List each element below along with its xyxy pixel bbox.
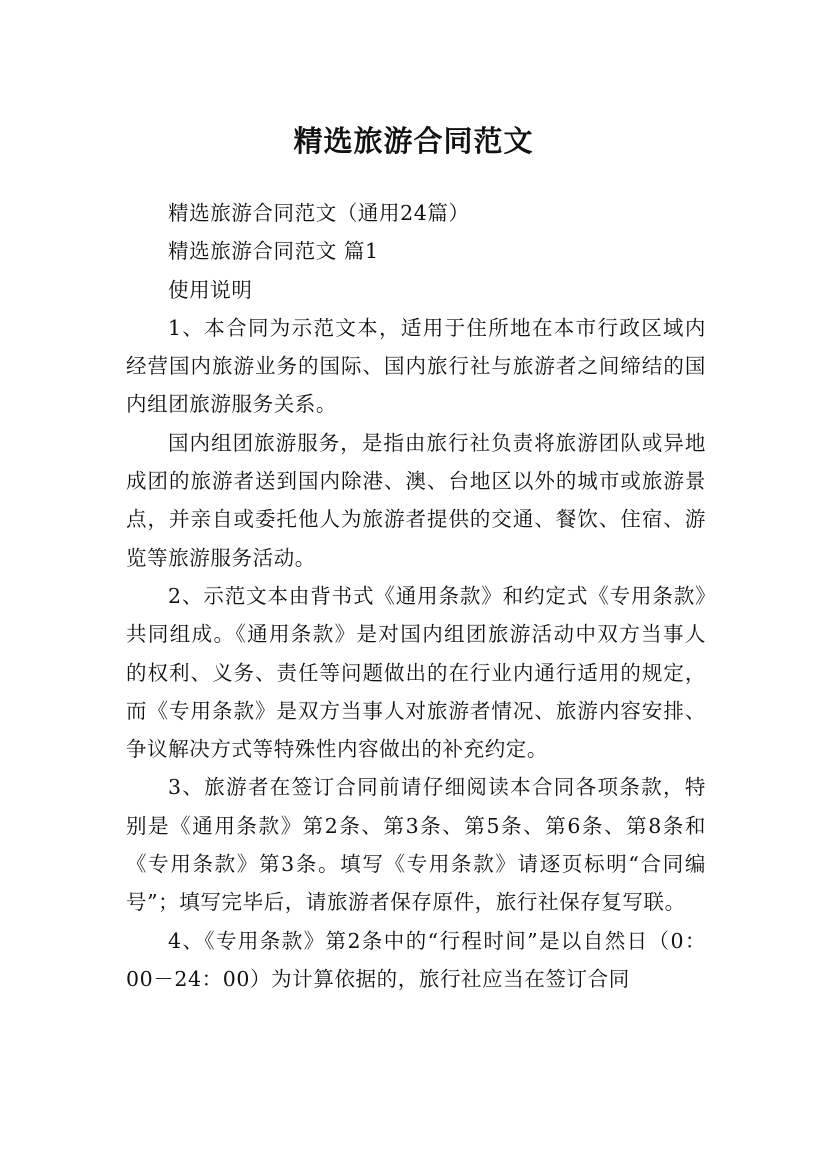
body-paragraph: 2、示范文本由背书式《通用条款》和约定式《专用条款》共同组成。《通用条款》是对国内组团旅游活动中双方当事人的权利、义务、责任等问题做出的在行业内通行适用的规定，而《专用条款》是双方当事人对旅游者情况、旅游内容安排、争议解决方式等特殊性内容做出的补充约定。: [126, 583, 706, 762]
document-title: 精选旅游合同范文: [293, 124, 534, 159]
usage-heading: 使用说明: [168, 277, 253, 302]
subtitle-paragraph: 精选旅游合同范文（通用24篇）: [168, 201, 470, 225]
body-paragraph: 1、本合同为示范文本，适用于住所地在本市行政区域内经营国内旅游业务的国际、国内旅行社与旅游者之间缔结的国内组团旅游服务关系。: [126, 315, 706, 417]
body-paragraph: 3、旅游者在签订合同前请仔细阅读本合同各项条款，特别是《通用条款》第2条、第3条、第5条、第6条、第8条和《专用条款》第3条。填写《专用条款》请逐页标明“合同编号”；填写完毕后，请旅游者保存原件，旅行社保存复写联。: [126, 775, 706, 915]
document-body: [126, 194, 706, 998]
section-heading: 精选旅游合同范文 篇1: [168, 239, 379, 264]
body-paragraph: 4、《专用条款》第2条中的“行程时间”是以自然日（0：00－24：00）为计算依据的，旅行社应当在签订合同: [126, 928, 706, 991]
body-paragraph: 国内组团旅游服务，是指由旅行社负责将旅游团队或异地成团的旅游者送到国内除港、澳、台地区以外的城市或旅游景点，并亲自或委托他人为旅游者提供的交通、餐饮、住宿、游览等旅游服务活动。: [126, 430, 706, 570]
